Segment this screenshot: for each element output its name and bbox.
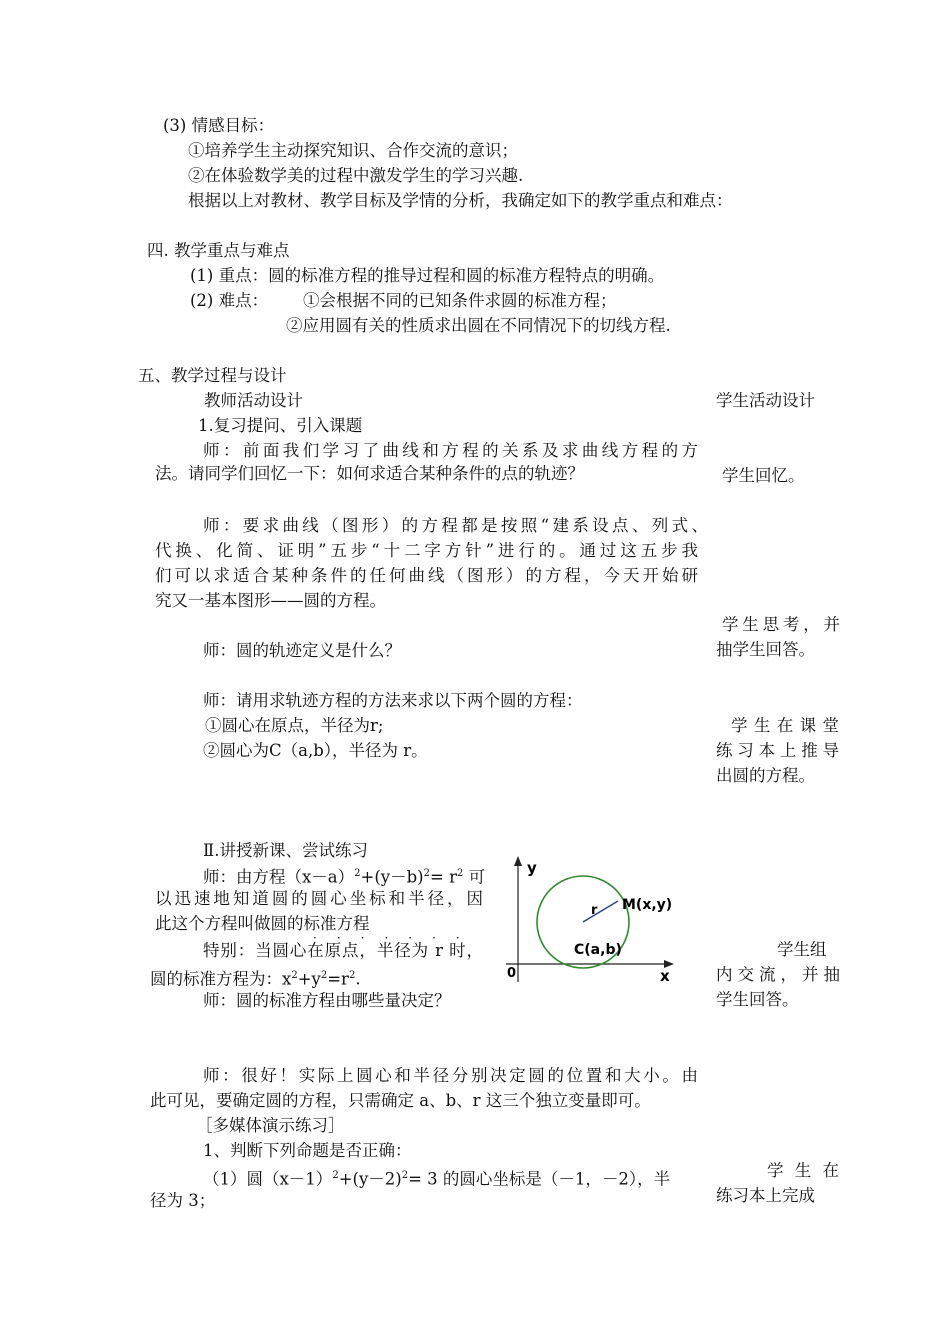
exercise-1-title: 1、判断下列命题是否正确： [203, 1141, 412, 1160]
difficulty-2: ②应用圆有关的性质求出圆在不同情况下的切线方程. [286, 316, 671, 335]
column-header-teacher: 教师活动设计 [204, 391, 303, 410]
teacher-paragraph-2-line-1: 师：要求曲线（图形）的方程都是按照“建系设点、列式、 [203, 516, 708, 535]
review-title: 1.复习提问、引入课题 [198, 416, 363, 435]
new-lesson-title: Ⅱ.讲授新课、尝试练习 [203, 841, 368, 860]
teacher-paragraph-6-line-1: 特别：当圆心在原点，半径为 r 时， [203, 941, 483, 960]
section-5-heading: 五、教学过程与设计 [138, 366, 287, 385]
teacher-paragraph-2-line-2: 代换、化简、证明”五步“十二字方针”进行的。通过这五步我 [155, 541, 698, 560]
origin-label: 0 [507, 966, 517, 981]
exercise-1-item-1-line-2: 径为 3； [150, 1191, 216, 1210]
teacher-paragraph-5-line-1: 师：由方程$(x-a)^2+(y-b)^2= r^2$ 可 [203, 867, 486, 887]
student-response-4-line-1: 学生组 [777, 940, 827, 959]
student-response-2-line-2: 抽学生回答。 [716, 640, 815, 659]
radius-line [583, 901, 618, 922]
circle-coordinate-figure [500, 852, 690, 994]
affective-summary: 根据以上对教材、教学目标及学情的分析，我确定如下的教学重点和难点： [188, 191, 733, 210]
difficulty-1: ①会根据不同的已知条件求圆的标准方程； [303, 291, 617, 310]
point-m-label: M(x,y) [622, 897, 673, 913]
x-axis-label: x [660, 967, 670, 985]
teacher-paragraph-5-line-2: 以迅速地知道圆的圆心坐标和半径，因 [155, 889, 483, 908]
teacher-paragraph-1-line-1: 师：前面我们学习了曲线和方程的关系及求曲线方程的方 [203, 441, 698, 460]
center-c-label: C(a,b) [574, 942, 622, 958]
student-response-5-line-1: 学生在 [767, 1161, 839, 1180]
teacher-paragraph-1-line-2: 法。请同学们回忆一下：如何求适合某种条件的点的轨迹？ [155, 464, 584, 483]
teacher-paragraph-4: 师：请用求轨迹方程的方法来求以下两个圆的方程： [203, 691, 583, 710]
emphasis-dots: ······· [313, 931, 480, 945]
student-response-4-line-2: 内交流，并抽 [716, 965, 840, 984]
student-response-4-line-3: 学生回答。 [716, 990, 799, 1009]
teacher-paragraph-5-line-3: 此这个方程叫做圆的标准方程 [155, 914, 370, 933]
difficulty-label: (2) 难点： [190, 291, 269, 310]
teacher-paragraph-8-line-2: 此可见，要确定圆的方程，只需确定 a、b、r 这三个独立变量即可。 [150, 1091, 651, 1110]
radius-label: r [591, 903, 598, 918]
y-axis-label: y [527, 859, 537, 877]
student-response-3-line-3: 出圆的方程。 [716, 766, 815, 785]
teacher-item-2: ②圆心为C（a,b），半径为 r。 [203, 741, 428, 760]
student-response-3-line-1: 学生在课堂 [731, 716, 839, 735]
key-point: (1) 重点：圆的标准方程的推导过程和圆的标准方程特点的明确。 [190, 266, 665, 285]
student-response-1: 学生回忆。 [722, 466, 805, 485]
exercise-1-item-1: （1）圆$(x-1)^2+(y-2)^2= 3$ 的圆心坐标是（－1，－2），半 [203, 1169, 671, 1189]
teacher-paragraph-6-line-2: 圆的标准方程为：$x^2+y^2=r^2$. [150, 969, 361, 989]
section-4-heading: 四. 教学重点与难点 [147, 241, 290, 260]
teacher-paragraph-2-line-3: 们可以求适合某种条件的任何曲线（图形）的方程，今天开始研 [155, 566, 698, 585]
teacher-paragraph-2-line-4: 究又一基本图形——圆的方程。 [155, 591, 386, 610]
affective-item-2: ②在体验数学美的过程中激发学生的学习兴趣. [188, 166, 524, 185]
affective-heading: (3) 情感目标： [163, 116, 275, 135]
teacher-question-definition: 师：圆的轨迹定义是什么？ [203, 641, 401, 660]
teacher-item-1: ①圆心在原点，半径为r; [205, 716, 384, 735]
student-response-2-line-1: 学生思考，并 [722, 615, 840, 634]
multimedia-label: ［多媒体演示练习］ [196, 1116, 345, 1135]
teacher-paragraph-7: 师：圆的标准方程由哪些量决定？ [203, 991, 451, 1010]
teacher-paragraph-8-line-1: 师：很好！实际上圆心和半径分别决定圆的位置和大小。由 [203, 1066, 698, 1085]
student-response-3-line-2: 练习本上推导 [716, 741, 839, 760]
column-header-student: 学生活动设计 [716, 391, 815, 410]
student-response-5-line-2: 练习本上完成 [716, 1186, 815, 1205]
y-axis-arrow-icon [514, 856, 522, 866]
affective-item-1: ①培养学生主动探究知识、合作交流的意识； [188, 141, 518, 160]
